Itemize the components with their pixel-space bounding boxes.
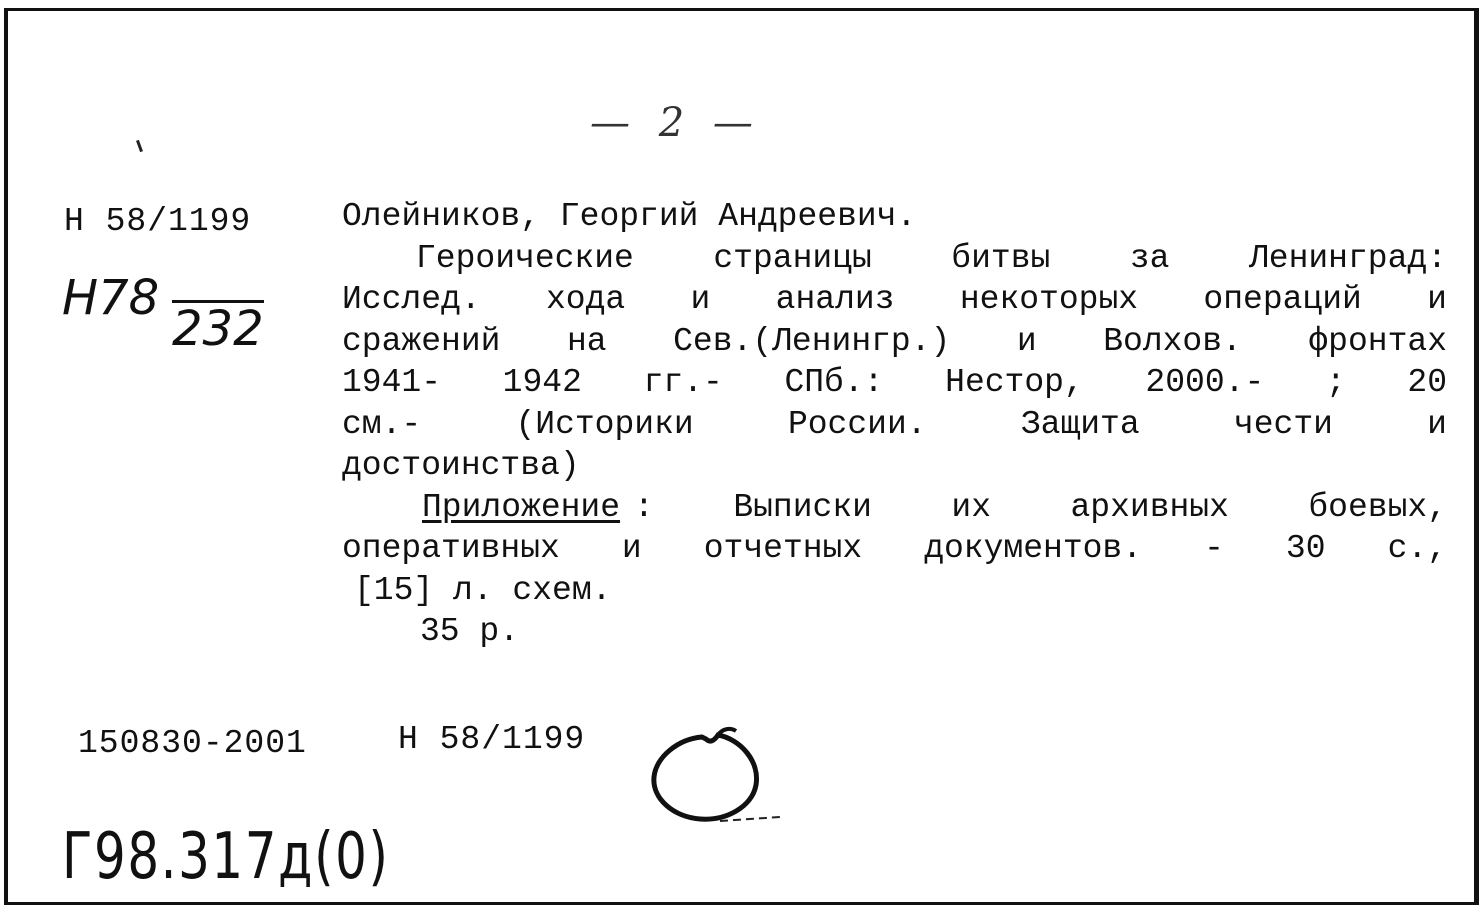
record-number: 150830-2001 [78, 725, 307, 762]
appendix-text: : Выписки их архивных боевых, [634, 488, 1447, 526]
title-line: Героические страницы битвы за Ленинград: [416, 239, 1447, 277]
handwritten-classification: Г98.317д(0) [62, 820, 390, 894]
series-line: достоинства) [342, 447, 580, 484]
price-line: 35 р. [420, 613, 520, 650]
call-number: Н 58/1199 [64, 203, 252, 240]
handwritten-subcode: 232 [172, 301, 264, 357]
page-number: — 2 — [590, 100, 761, 146]
appendix-line: [15] л. схем. [354, 571, 612, 609]
handwritten-code: Н78 [62, 270, 160, 326]
imprint-line: 1941- 1942 гг.- СПб.: Нестор, 2000.- ; 20 [342, 364, 1447, 401]
title-line: сражений на Сев.(Ленингр.) и Волхов. фронтах [342, 322, 1447, 360]
author-line: Олейников, Георгий Андреевич. [342, 198, 917, 235]
bibliographic-entry [342, 196, 1447, 653]
hole-punch-mark [640, 715, 790, 845]
series-line: см.- (Историки России. Защита чести и [342, 405, 1447, 443]
appendix-line [342, 487, 1447, 529]
appendix-line: оперативных и отчетных документов. - 30 с., [342, 530, 1447, 567]
title-line: Исслед. хода и анализ некоторых операций и [342, 281, 1447, 318]
footer-call-number: Н 58/1199 [398, 721, 586, 758]
appendix-label: Приложение [422, 488, 621, 526]
